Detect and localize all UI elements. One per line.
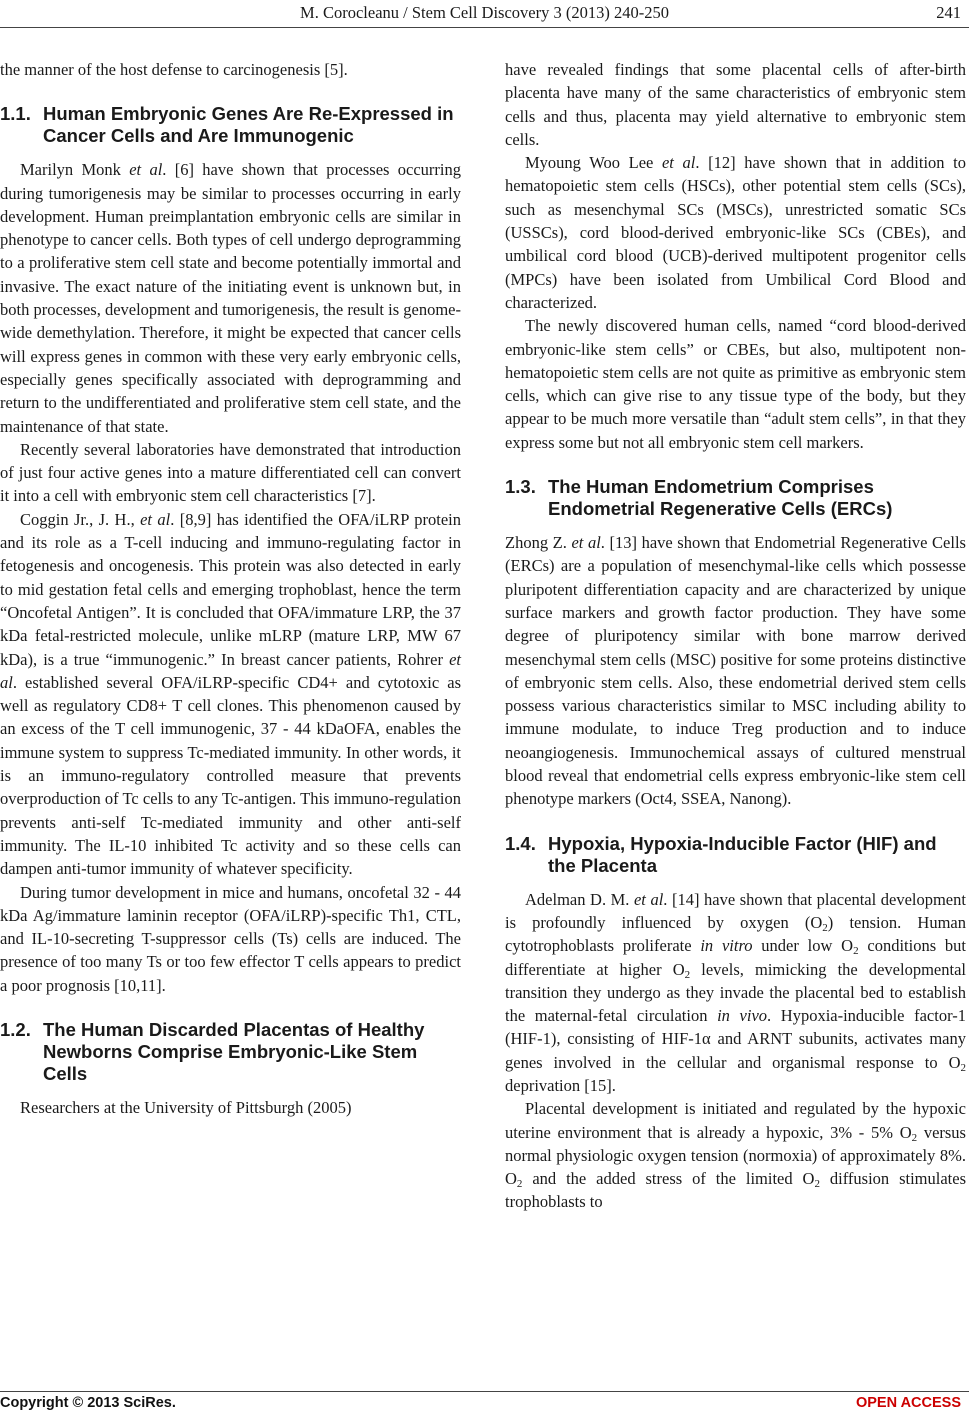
page-footer (0, 1391, 969, 1417)
running-header (0, 0, 969, 30)
paragraph: During tumor development in mice and humans, oncofetal 32 - 44 kDa Ag/immature laminin receptor (OFA/iLRP)-specific Th1, CTL, and IL-10-secreting T-suppressor cells (Ts) cells are induced. The presence of too many Ts or too few effector T cells appears to predict a poor prognosis [10,11]. (0, 882, 461, 995)
left-column (0, 58, 461, 1119)
paragraph: Coggin Jr., J. H., et al. [8,9] has identified the OFA/iLRP protein and its role as a T-cell inducing and immuno-regulating factor in fetogenesis and oncogenesis. This protein was also detected in early to mid gestation fetal cells and emerging trophoblast, hence the term “Oncofetal Antigen”. It is concluded that OFA/immature LRP, the 37 kDa fetal-restricted molecule, unlike mLRP (mature LRP, MW 67 kDa), is a true “immunogenic.” In breast cancer patients, Rohrer et al. established several OFA/iLRP-specific CD4+ and cytotoxic as well as regulatory CD8+ T cell clones. This phenomenon caused by an excess of the T cell immunogenic, 37 - 44 kDaOFA, enables the immune system to suppress Tc-mediated immunity. In other words, it is an immuno-regulatory controlled measure that prevents overproduction of Tc cells to any Tc-antigen. This immuno-regulation prevents anti-self Tc-mediated immunity and other anti-self immunity. The IL-10 inhibited Tc activity and so these cells can dampen anti-tumor immunity of whatever specificity. (0, 509, 461, 879)
paragraph: Adelman D. M. et al. [14] have shown that placental development is profoundly influenced by oxygen $(O_2)$ tension. Human cytotrophoblasts proliferate in vitro under low $O_2$ conditions but differentiate at higher $O_2$ levels, mimicking the developmental transition they undergo as they invade the placental bed to establish the maternal-fetal circulation in vivo. Hypoxia-inducible factor-1 (HIF-1), consisting of HIF-1α and ARNT subunits, activates many genes involved in the cellular and organismal response to $O_2$ deprivation [15]. (505, 889, 966, 1095)
footer-rule (0, 1391, 969, 1392)
header-rule (0, 27, 969, 28)
paragraph: the manner of the host defense to carcinogenesis [5]. (0, 60, 348, 79)
section-heading-1-1: 1.1. Human Embryonic Genes Are Re-Expressed in Cancer Cells and Are Immunogenic (0, 103, 454, 147)
paragraph: Placental development is initiated and regulated by the hypoxic uterine environment that is already a hypoxic, 3% - 5% $O_2$ versus normal physiologic oxygen tension (normoxia) of approximately 8%. $O_2$ and the added stress of the limited $O_2$ diffusion stimulates trophoblasts to (505, 1099, 966, 1212)
paragraph: Researchers at the University of Pittsburgh (2005) (20, 1097, 352, 1117)
paragraph: The newly discovered human cells, named “cord blood-derived embryonic-like stem cells” or CBEs, but also, multipotent non-hematopoietic stem cells are not quite as primitive as embryonic stem cells, which can give rise to any tissue type of the body, but they appear to be much more versatile than “adult stem cells”, in that they express some but not all embryonic stem cell markers. (505, 316, 966, 452)
page-number: 241 (936, 3, 961, 22)
section-heading-1-4: 1.4. Hypoxia, Hypoxia-Inducible Factor (HIF) and the Placenta (505, 832, 937, 876)
right-column (505, 58, 966, 1214)
open-access-label: OPEN ACCESS (855, 1395, 961, 1411)
paragraph: Myoung Woo Lee et al. [12] have shown that in addition to hematopoietic stem cells (HSCs), other potential stem cells (SCs), such as mesenchymal SCs (MSCs), unrestricted somatic SCs (USSCs), cord blood-derived embryonic-like SCs (CBEs), and umbilical cord blood (UCB)-derived multipotent progenitor cells (MPCs) have been isolated from Umbilical Cord Blood and characterized. (505, 153, 967, 312)
paragraph: Marilyn Monk et al. [6] have shown that processes occurring during tumorigenesis may be similar to processes occurring in early development. Human preimplantation embryonic cells are similar in phenotype to cancer cells. Both types of cell undergo deprogramming to a proliferative stem cell state and become potentially immortal and invasive. The exact nature of the initiating event is unknown but, in both processes, development and tumorigenesis, the result is genome-wide demethylation. Therefore, it might be expected that cancer cells will express genes in common with these very early embryonic cells, especially genes specifically associated with deprogramming and return to the undifferentiated and proliferative stem cell state, and the maintenance of that state. (0, 160, 461, 436)
running-title: M. Corocleanu / Stem Cell Discovery 3 (2013) 240-250 (300, 3, 669, 22)
paragraph: Zhong Z. et al. [13] have shown that Endometrial Regenerative Cells (ERCs) are a population of mesenchymal-like cells which possesse pluripotent differentiation capacity and are characterized by unique surface markers and growth factor production. They have some degree of pluripotency similar with bone marrow derived mesenchymal stem cells (MSC) positive for some proteins distinctive of embryonic stem cells. Also, these endometrial derived stem cells possess various characteristics similar to MSC including ability to immune modulate, to induce Treg production and to induce neoangiogenesis. Immunochemical assays of cultured menstrual blood reveal that endometrial cells express embryonic-like stem cell phenotype markers (Oct4, SSEA, Nanong). (505, 533, 966, 809)
copyright-notice: Copyright © 2013 SciRes. (0, 1395, 176, 1411)
section-heading-1-3: 1.3. The Human Endometrium Comprises Endometrial Regenerative Cells (ERCs) (505, 476, 893, 520)
section-heading-1-2: 1.2. The Human Discarded Placentas of Healthy Newborns Comprise Embryonic-Like Stem Cells (0, 1018, 425, 1084)
paragraph: Recently several laboratories have demonstrated that introduction of just four active genes into a mature differentiated cell can convert it into a cell with embryonic stem cell characteristics [7]. (0, 439, 461, 506)
paragraph: have revealed findings that some placental cells of after-birth placenta have many of the same characteristics of embryonic stem cells and thus, placenta may yield alternative to embryonic stem cells. (505, 60, 966, 149)
